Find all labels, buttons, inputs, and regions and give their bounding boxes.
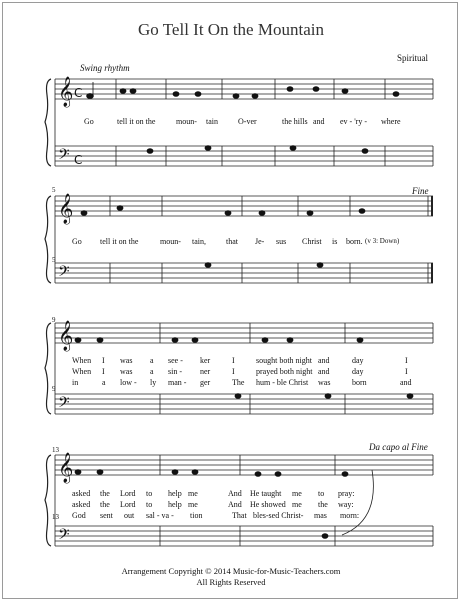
tempo-marking: Swing rhythm xyxy=(80,63,130,73)
measure-number: 13 xyxy=(52,513,59,521)
common-time-icon: C xyxy=(74,86,83,100)
lyric-syllable: me xyxy=(292,500,302,509)
lyric-syllable: O-ver xyxy=(238,117,257,126)
lyric-syllable: I xyxy=(232,367,235,376)
lyric-syllable: day xyxy=(352,356,364,365)
lyric-syllable: pray: xyxy=(338,489,355,498)
lyric-syllable: ev - 'ry - xyxy=(340,117,367,126)
lyric-syllable: low - xyxy=(120,378,137,387)
lyric-syllable: me xyxy=(292,489,302,498)
lyric-syllable: bles-sed Christ- xyxy=(253,511,304,520)
lyric-syllable: tion xyxy=(190,511,203,520)
lyric-syllable: When xyxy=(72,356,92,365)
lyric-syllable: help xyxy=(168,500,182,509)
bass-clef-icon: 𝄢 xyxy=(58,394,70,415)
lyric-syllable: That xyxy=(232,511,247,520)
lyric-syllable: and xyxy=(313,117,325,126)
lyric-syllable: ner xyxy=(200,367,211,376)
treble-clef-icon: 𝄞 xyxy=(58,77,74,107)
lyric-syllable: He taught xyxy=(250,489,282,498)
lyric-syllable: tell it on the xyxy=(117,117,156,126)
lyric-syllable: man - xyxy=(168,378,187,387)
lyric-syllable: was xyxy=(318,378,331,387)
lyric-syllable: moun- xyxy=(160,237,181,246)
lyric-syllable: me xyxy=(188,489,198,498)
lyric-syllable: sought both night xyxy=(256,356,313,365)
bass-clef-icon: 𝄢 xyxy=(58,263,70,284)
lyric-syllable: ly xyxy=(150,378,157,387)
lyric-syllable: Je- xyxy=(255,237,265,246)
lyric-syllable: was xyxy=(120,356,133,365)
lyric-syllable: a xyxy=(150,356,154,365)
treble-clef-icon: 𝄞 xyxy=(58,194,74,224)
lyric-syllable: hum - ble Christ xyxy=(256,378,309,387)
lyric-syllable: The xyxy=(232,378,245,387)
lyric-syllable: morn: xyxy=(340,511,360,520)
lyric-syllable: asked xyxy=(72,500,91,509)
lyric-syllable: I xyxy=(405,356,408,365)
bass-clef-icon: 𝄢 xyxy=(58,146,70,167)
lyric-syllable: I xyxy=(102,356,105,365)
lyric-syllable: born. xyxy=(346,237,363,246)
lyric-syllable: sent xyxy=(100,511,113,520)
lyric-syllable: out xyxy=(124,511,135,520)
lyric-syllable: and xyxy=(318,356,330,365)
lyric-syllable: way: xyxy=(338,500,354,509)
lyric-syllable: tain xyxy=(206,117,218,126)
lyric-syllable: a xyxy=(150,367,154,376)
lyric-syllable: help xyxy=(168,489,182,498)
lyric-syllable: God xyxy=(72,511,86,520)
lyric-syllable: the xyxy=(100,489,110,498)
lyric-syllable: is xyxy=(332,237,338,246)
lyric-syllable: And xyxy=(228,500,242,509)
lyric-syllable: I xyxy=(405,367,408,376)
lyric-syllable: a xyxy=(102,378,106,387)
rights-line: All Rights Reserved xyxy=(196,577,266,587)
lyric-syllable: mas xyxy=(314,511,327,520)
lyric-syllable: day xyxy=(352,367,364,376)
lyric-syllable: that xyxy=(226,237,238,246)
song-title: Go Tell It On the Mountain xyxy=(138,20,324,39)
da-capo-marking: Da capo al Fine xyxy=(369,442,428,452)
treble-clef-icon: 𝄞 xyxy=(58,321,74,351)
lyric-syllable: the xyxy=(318,500,328,509)
common-time-icon: C xyxy=(74,153,83,167)
lyric-syllable: Go xyxy=(72,237,82,246)
lyric-syllable: and xyxy=(318,367,330,376)
measure-number: 9 xyxy=(52,385,56,393)
lyric-syllable: to xyxy=(146,489,153,498)
fine-marking: Fine xyxy=(412,186,429,196)
subtitle: Spiritual xyxy=(397,53,428,63)
lyric-syllable: sin - xyxy=(168,367,182,376)
copyright-line: Arrangement Copyright © 2014 Music-for-Music-Teachers.com xyxy=(121,566,341,576)
lyric-syllable: Christ xyxy=(302,237,322,246)
verse-note: (v 3: Down) xyxy=(365,237,400,245)
lyric-syllable: to xyxy=(318,489,325,498)
lyric-syllable: the hills xyxy=(282,117,308,126)
lyric-syllable: He showed xyxy=(250,500,286,509)
measure-number: 13 xyxy=(52,446,59,454)
lyric-syllable: born xyxy=(352,378,367,387)
measure-number: 5 xyxy=(52,186,56,194)
lyric-syllable: to xyxy=(146,500,153,509)
lyric-syllable: prayed both night xyxy=(256,367,313,376)
lyric-syllable: tain, xyxy=(192,237,206,246)
bass-clef-icon: 𝄢 xyxy=(58,526,70,547)
lyric-syllable: sal - va - xyxy=(146,511,174,520)
lyric-syllable: asked xyxy=(72,489,91,498)
lyric-syllable: and xyxy=(400,378,412,387)
lyric-syllable: Go xyxy=(84,117,94,126)
lyric-syllable: was xyxy=(120,367,133,376)
lyric-syllable: ger xyxy=(200,378,211,387)
lyric-syllable: the xyxy=(100,500,110,509)
lyric-syllable: see - xyxy=(168,356,183,365)
lyric-syllable: When xyxy=(72,367,92,376)
lyric-syllable: where xyxy=(381,117,401,126)
lyric-syllable: tell it on the xyxy=(100,237,139,246)
lyric-syllable: And xyxy=(228,489,242,498)
lyric-syllable: me xyxy=(188,500,198,509)
treble-clef-icon: 𝄞 xyxy=(58,453,74,483)
lyric-syllable: moun- xyxy=(176,117,197,126)
lyric-syllable: I xyxy=(102,367,105,376)
measure-number: 5 xyxy=(52,256,56,264)
lyric-syllable: Lord xyxy=(120,489,136,498)
lyric-syllable: sus xyxy=(276,237,287,246)
lyric-syllable: I xyxy=(232,356,235,365)
lyric-syllable: ker xyxy=(200,356,211,365)
measure-number: 9 xyxy=(52,316,56,324)
lyric-syllable: Lord xyxy=(120,500,136,509)
lyric-syllable: in xyxy=(72,378,79,387)
